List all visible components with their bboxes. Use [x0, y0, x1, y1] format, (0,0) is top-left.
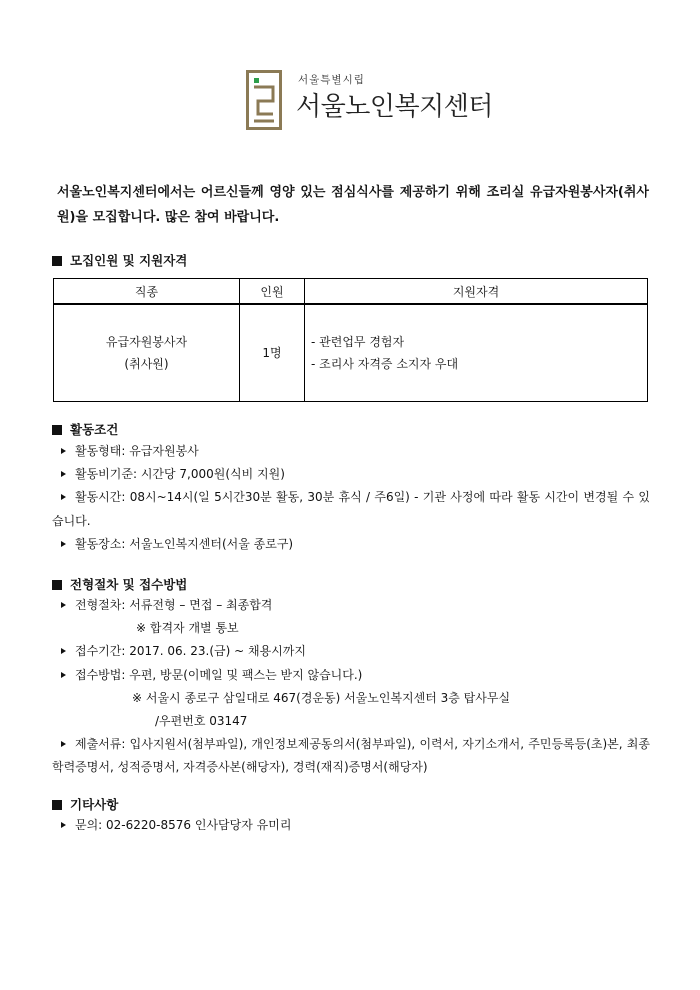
intro-text: 서울노인복지센터에서는 어르신들께 영양 있는 점심식사를 제공하기 위해 조리실 유급자원봉사자(취사원)을 모집합니다. 많은 참여 바랍니다.: [57, 185, 649, 225]
process-list: [52, 594, 650, 780]
table-header-count: 인원: [240, 279, 305, 305]
qualification-cell: [305, 304, 648, 402]
logo-title: 서울노인복지센터: [296, 92, 493, 122]
list-item: 접수방법: 우편, 방문(이메일 및 팩스는 받지 않습니다.): [52, 664, 650, 687]
postal-line: /우편번호 03147: [155, 714, 248, 729]
list-item: 활동형태: 유급자원봉사: [52, 440, 650, 463]
table-header-qualification: 지원자격: [305, 279, 648, 305]
table-row: [54, 304, 648, 402]
triangle-bullet-icon: [61, 648, 66, 654]
section-title: 모집인원 및 지원자격: [70, 253, 188, 268]
list-item: 활동비기준: 시간당 7,000원(식비 지원): [52, 463, 650, 486]
qualification-item: - 관련업무 경험자: [311, 335, 405, 349]
qualification-item: - 조리사 자격증 소지자 우대: [311, 357, 459, 371]
square-bullet-icon: [52, 580, 62, 590]
triangle-bullet-icon: [61, 494, 66, 500]
list-item: 전형절차: 서류전형 – 면접 – 최종합격: [52, 594, 650, 617]
list-item: 제출서류: 입사지원서(첨부파일), 개인정보제공동의서(첨부파일), 이력서, 자기소개서, 주민등록등(초)본, 최종학력증명서, 성적증명서, 자격증사본(해당자), 경력(재직)증명서(해당자): [52, 737, 650, 775]
count-cell: 1명: [240, 304, 305, 402]
recruit-table: [53, 278, 648, 402]
logo-subtitle: 서울특별시립: [298, 74, 365, 86]
list-item: 활동장소: 서울노인복지센터(서울 종로구): [52, 533, 650, 556]
logo-mark-icon: [246, 70, 282, 130]
square-bullet-icon: [52, 425, 62, 435]
triangle-bullet-icon: [61, 471, 66, 477]
list-note: ※ 합격자 개별 통보: [136, 621, 239, 636]
job-subtitle: (취사원): [124, 357, 169, 371]
section-title: 활동조건: [70, 422, 119, 437]
address-line: ※ 서울시 종로구 삼일대로 467(경운동) 서울노인복지센터 3층 탑사무실: [132, 690, 511, 705]
conditions-list: [52, 440, 650, 556]
table-header-row: [54, 279, 648, 305]
triangle-bullet-icon: [61, 741, 66, 747]
job-title: 유급자원봉사자: [105, 335, 188, 349]
section-conditions-header: [52, 420, 118, 438]
square-bullet-icon: [52, 256, 62, 266]
list-item: 접수기간: 2017. 06. 23.(금) ~ 채용시까지: [52, 640, 650, 663]
etc-list: [52, 814, 650, 837]
table-header-job: 직종: [54, 279, 240, 305]
triangle-bullet-icon: [61, 602, 66, 608]
square-bullet-icon: [52, 800, 62, 810]
section-process-header: [52, 575, 187, 593]
list-item: 활동시간: 08시~14시(일 5시간30분 활동, 30분 휴식 / 주6일) - 기관 사정에 따라 활동 시간이 변경될 수 있습니다.: [52, 490, 650, 528]
triangle-bullet-icon: [61, 822, 66, 828]
triangle-bullet-icon: [61, 672, 66, 678]
section-title: 전형절차 및 접수방법: [70, 577, 188, 592]
triangle-bullet-icon: [61, 448, 66, 454]
section-title: 기타사항: [70, 797, 119, 812]
list-item: 문의: 02-6220-8576 인사담당자 유미리: [52, 814, 650, 837]
triangle-bullet-icon: [61, 541, 66, 547]
section-etc-header: [52, 795, 118, 813]
section-recruit-header: [52, 251, 187, 269]
job-cell: [54, 304, 240, 402]
